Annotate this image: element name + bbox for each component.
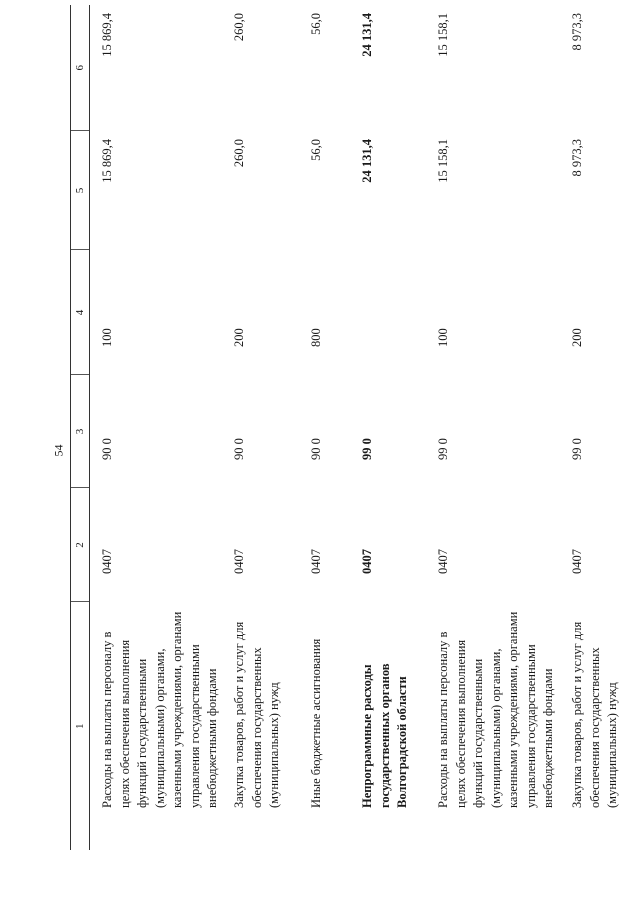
row-sum-col5: 15 158,1 (436, 139, 450, 183)
row-sum-col6: 56,0 (309, 13, 323, 35)
row-section: 0407 (309, 549, 323, 574)
row-program: 90 0 (100, 438, 114, 460)
row-sum-col5: 260,0 (232, 139, 246, 168)
row-name: Непрограммные расходы государственных органов Волгоградской области (360, 663, 409, 808)
row-expense-type: 800 (309, 328, 323, 347)
header-col-1: 1 (71, 602, 90, 850)
row-name: Иные бюджетные ассигнования (309, 638, 323, 808)
table-row (299, 5, 350, 850)
row-section: 0407 (436, 549, 450, 574)
row-expense-type: 100 (436, 328, 450, 347)
header-col-6: 6 (71, 5, 90, 131)
budget-table (70, 5, 639, 850)
row-sum-col6: 260,0 (232, 13, 246, 42)
table-row (426, 5, 560, 850)
row-sum-col5: 15 869,4 (100, 139, 114, 183)
row-program: 90 0 (232, 438, 246, 460)
table-row (350, 5, 426, 850)
row-name: Расходы на выплаты персоналу в целях обеспечения выполнения функций государственными (муниципальными) органами, казенными учреждениями, органами управления государственными внебюджетными фондами (100, 611, 219, 808)
page-number: 54 (51, 444, 66, 457)
header-col-2: 2 (71, 488, 90, 602)
row-name: Закупка товаров, работ и услуг для обеспечения государственных (муниципальных) нужд (570, 621, 619, 808)
row-expense-type: 100 (100, 328, 114, 347)
row-section: 0407 (100, 549, 114, 574)
row-sum-col5: 24 131,4 (360, 139, 374, 183)
table-body (90, 5, 640, 850)
row-sum-col6: 15 869,4 (100, 13, 114, 57)
rotated-table-container (70, 5, 630, 850)
row-sum-col5: 56,0 (309, 139, 323, 161)
row-sum-col6: 24 131,4 (360, 13, 374, 57)
row-expense-type: 200 (232, 328, 246, 347)
table-row (90, 5, 223, 850)
row-expense-type: 200 (570, 328, 584, 347)
table-row (560, 5, 639, 850)
row-program: 99 0 (570, 438, 584, 460)
row-section: 0407 (360, 549, 374, 574)
header-col-4: 4 (71, 250, 90, 375)
row-program: 90 0 (309, 438, 323, 460)
row-sum-col6: 15 158,1 (436, 13, 450, 57)
row-name: Расходы на выплаты персоналу в целях обеспечения выполнения функций государственными (муниципальными) органами, казенными учреждениями, органами управления государственными внебюджетными фондами (436, 611, 555, 808)
header-col-5: 5 (71, 131, 90, 250)
row-sum-col6: 8 973,3 (570, 13, 584, 51)
row-sum-col5: 8 973,3 (570, 139, 584, 177)
row-name: Закупка товаров, работ и услуг для обеспечения государственных (муниципальных) нужд (232, 621, 281, 808)
row-section: 0407 (232, 549, 246, 574)
row-program: 99 0 (360, 438, 374, 460)
row-program: 99 0 (436, 438, 450, 460)
table-row (222, 5, 299, 850)
header-col-3: 3 (71, 375, 90, 488)
table-header (71, 5, 90, 850)
row-expense-type (350, 250, 426, 375)
row-section: 0407 (570, 549, 584, 574)
